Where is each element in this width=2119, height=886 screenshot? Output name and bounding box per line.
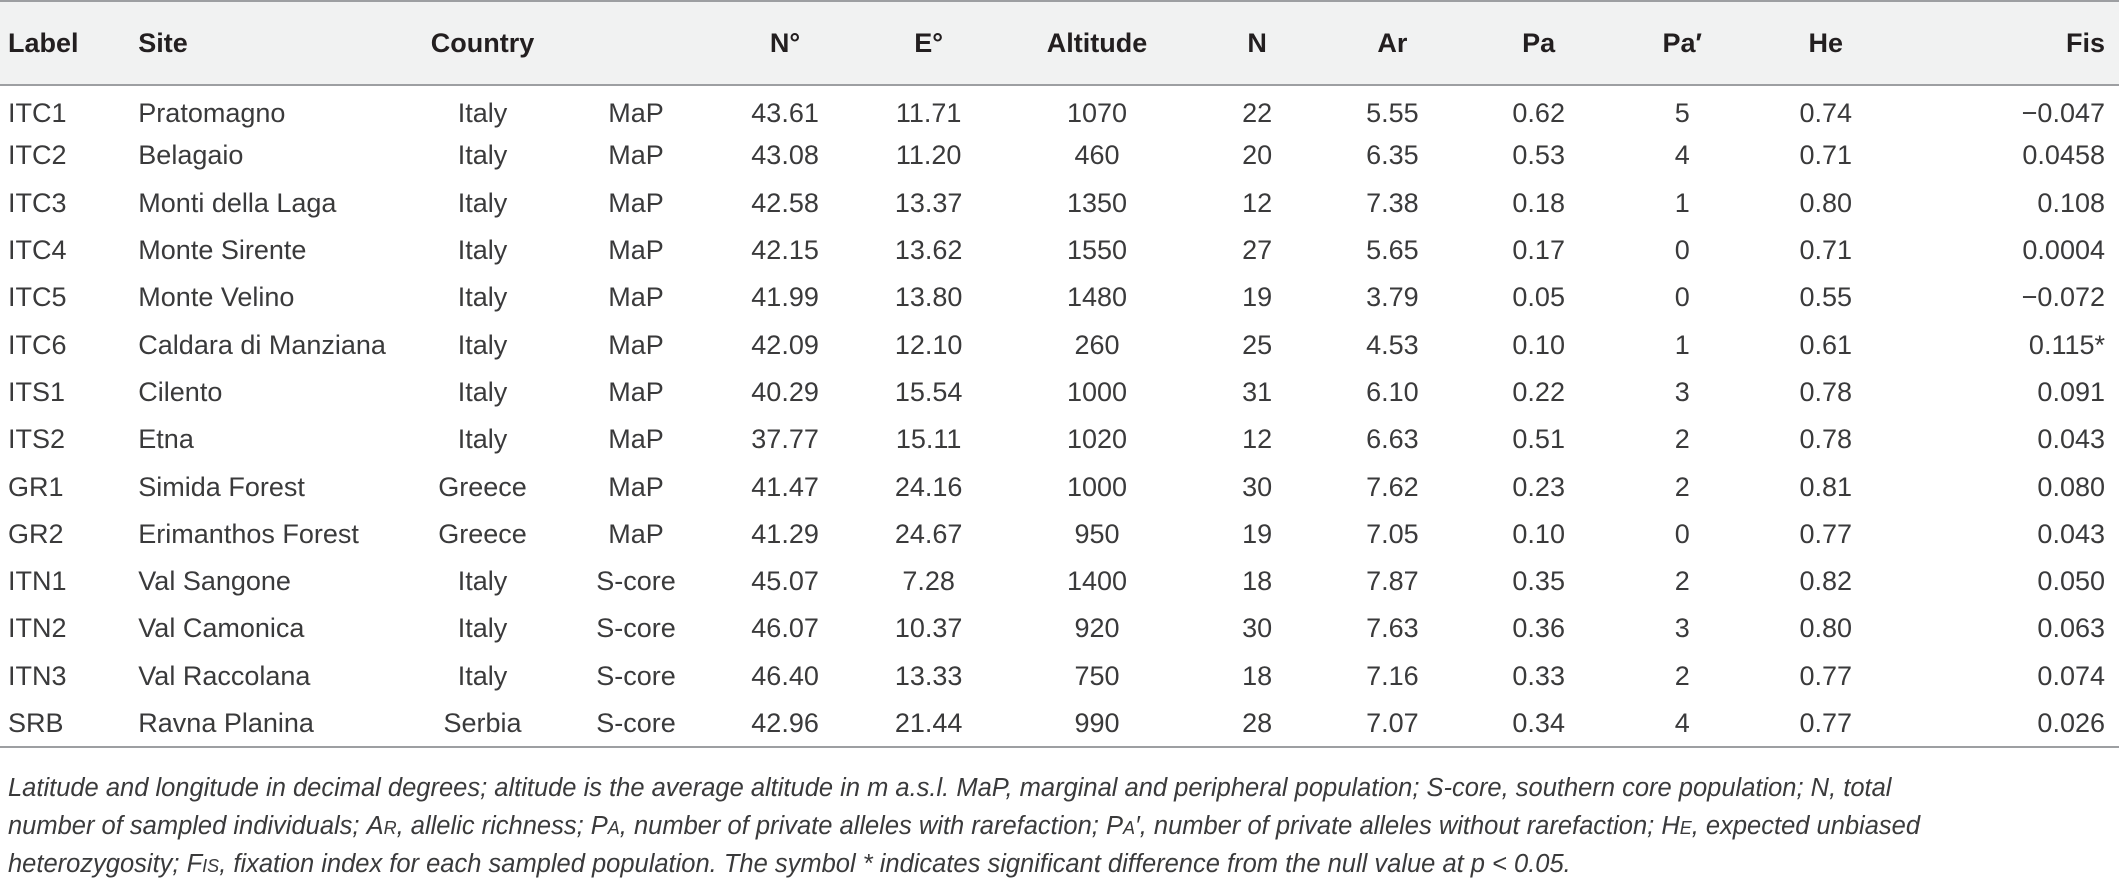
cell-altitude: 1350 (1066, 187, 1128, 218)
cell-altitude: 920 (1074, 613, 1120, 644)
cell-altitude: 1070 (1066, 97, 1128, 128)
cell-pa-prime: 0 (1674, 282, 1690, 313)
cell-site: Pratomagno (138, 97, 286, 128)
table-row (0, 274, 2119, 321)
cell-country: Italy (457, 329, 508, 360)
cell-label: ITC6 (8, 329, 67, 360)
cell-pa-prime: 2 (1674, 424, 1690, 455)
cell-group: MaP (608, 140, 664, 171)
cell-longitude: 11.71 (895, 97, 962, 128)
cell-label: ITC1 (8, 97, 67, 128)
col-header-ar: Ar (1377, 27, 1408, 58)
table-body (0, 85, 2119, 747)
footnote-term-pa: Pa (590, 812, 620, 840)
cell-n: 31 (1242, 376, 1273, 407)
cell-n: 22 (1242, 97, 1273, 128)
cell-group: MaP (608, 518, 664, 549)
table-row (0, 180, 2119, 227)
table-row (0, 321, 2119, 368)
cell-latitude: 40.29 (751, 376, 819, 407)
cell-latitude: 42.15 (751, 235, 819, 266)
cell-pa: 0.51 (1512, 424, 1565, 455)
table-row (0, 463, 2119, 510)
cell-he: 0.78 (1799, 424, 1853, 455)
cell-ar: 7.63 (1366, 613, 1419, 644)
cell-fis: 0.091 (2037, 376, 2105, 407)
cell-label: ITC4 (8, 235, 67, 266)
footnote-term-he: He (1661, 812, 1692, 840)
cell-label: ITC2 (8, 140, 67, 171)
cell-longitude: 15.11 (895, 424, 962, 455)
footnote-line-1: Latitude and longitude in decimal degrees; altitude is the average altitude in m a.s.l. MaP, marginal and peripheral population; S-core, southern core population; N, total (8, 774, 1892, 802)
cell-he: 0.78 (1799, 376, 1853, 407)
cell-country: Greece (438, 471, 527, 502)
cell-group: MaP (608, 97, 664, 128)
cell-altitude: 1000 (1066, 376, 1128, 407)
col-header-he: He (1808, 27, 1844, 58)
col-header-n: N (1247, 27, 1267, 58)
cell-pa-prime: 0 (1674, 518, 1690, 549)
cell-country: Italy (457, 613, 508, 644)
cell-fis: 0.074 (2037, 660, 2105, 691)
cell-he: 0.82 (1799, 566, 1853, 597)
cell-label: ITS2 (8, 424, 66, 455)
footnote-text: , fixation index for each sampled population. The symbol * indicates significant difference from the null value at p < 0.05. (219, 850, 1571, 878)
table-row (0, 558, 2119, 605)
table-row (0, 511, 2119, 558)
cell-latitude: 41.47 (751, 471, 819, 502)
cell-he: 0.71 (1799, 235, 1853, 266)
cell-fis: 0.080 (2037, 471, 2105, 502)
cell-latitude: 43.61 (751, 97, 819, 128)
cell-ar: 6.35 (1366, 140, 1419, 171)
cell-ar: 7.62 (1366, 471, 1419, 502)
cell-latitude: 46.40 (751, 660, 819, 691)
cell-n: 19 (1242, 518, 1273, 549)
cell-n: 30 (1242, 613, 1273, 644)
cell-group: MaP (608, 376, 664, 407)
cell-site: Val Camonica (138, 613, 305, 644)
cell-n: 25 (1242, 329, 1273, 360)
cell-group: MaP (608, 187, 664, 218)
cell-pa: 0.17 (1512, 235, 1565, 266)
cell-ar: 3.79 (1366, 282, 1419, 313)
cell-country: Italy (457, 187, 508, 218)
cell-country: Italy (457, 376, 508, 407)
table-header (0, 1, 2119, 85)
col-header-pa-prime: Pa′ (1662, 27, 1702, 58)
cell-longitude: 24.16 (894, 471, 963, 502)
cell-pa-prime: 2 (1674, 471, 1690, 502)
cell-group: MaP (608, 471, 664, 502)
cell-ar: 7.38 (1366, 187, 1419, 218)
cell-group: S-core (596, 566, 676, 597)
table-row (0, 416, 2119, 463)
cell-country: Italy (457, 97, 508, 128)
cell-he: 0.77 (1799, 707, 1853, 738)
col-header-group (559, 1, 714, 85)
cell-group: MaP (608, 282, 664, 313)
cell-site: Caldara di Manziana (138, 329, 386, 360)
cell-pa: 0.10 (1512, 518, 1565, 549)
cell-country: Italy (457, 282, 508, 313)
cell-altitude: 460 (1074, 140, 1120, 171)
cell-he: 0.80 (1799, 613, 1853, 644)
cell-pa: 0.62 (1512, 97, 1565, 128)
cell-pa: 0.33 (1512, 660, 1565, 691)
cell-he: 0.61 (1799, 329, 1853, 360)
footnote-term-fis: Fis (186, 850, 220, 878)
cell-he: 0.77 (1799, 660, 1853, 691)
cell-pa-prime: 2 (1674, 566, 1690, 597)
cell-pa: 0.36 (1512, 613, 1565, 644)
cell-ar: 5.55 (1366, 97, 1419, 128)
col-header-latitude: N° (769, 27, 801, 58)
cell-pa-prime: 3 (1674, 376, 1690, 407)
table-row (0, 605, 2119, 652)
cell-site: Etna (138, 424, 194, 455)
footnote-text: heterozygosity; (8, 850, 187, 878)
cell-country: Italy (457, 235, 508, 266)
cell-ar: 4.53 (1366, 329, 1419, 360)
cell-longitude: 21.44 (894, 707, 963, 738)
cell-label: ITN1 (8, 566, 67, 597)
cell-altitude: 1550 (1066, 235, 1128, 266)
cell-pa-prime: 3 (1674, 613, 1690, 644)
col-header-pa: Pa (1522, 27, 1556, 58)
cell-fis: −0.047 (2021, 97, 2105, 128)
cell-label: ITC3 (8, 187, 67, 218)
col-header-fis: Fis (2065, 27, 2105, 58)
cell-site: Belagaio (138, 140, 244, 171)
table-row (0, 132, 2119, 179)
cell-site: Monti della Laga (138, 187, 337, 218)
cell-site: Val Sangone (138, 566, 291, 597)
cell-longitude: 11.20 (895, 140, 962, 171)
cell-country: Italy (457, 424, 508, 455)
cell-longitude: 13.37 (894, 187, 963, 218)
cell-pa-prime: 2 (1674, 660, 1690, 691)
cell-n: 20 (1242, 140, 1273, 171)
cell-latitude: 43.08 (751, 140, 819, 171)
footnote-line-2 (8, 807, 2108, 845)
cell-altitude: 260 (1074, 329, 1120, 360)
cell-fis: 0.108 (2037, 187, 2105, 218)
cell-n: 19 (1242, 282, 1273, 313)
cell-label: GR2 (8, 518, 64, 549)
cell-longitude: 13.80 (894, 282, 963, 313)
cell-group: MaP (608, 235, 664, 266)
cell-site: Monte Sirente (138, 235, 307, 266)
cell-country: Italy (457, 566, 508, 597)
footnote-line-3 (8, 845, 2108, 883)
header-row (0, 1, 2119, 85)
col-header-country: Country (430, 27, 535, 58)
cell-altitude: 1000 (1066, 471, 1128, 502)
cell-he: 0.81 (1799, 471, 1853, 502)
cell-ar: 7.07 (1366, 707, 1419, 738)
cell-label: SRB (8, 707, 64, 738)
cell-site: Erimanthos Forest (138, 518, 359, 549)
cell-country: Italy (457, 140, 508, 171)
cell-he: 0.77 (1799, 518, 1853, 549)
cell-fis: 0.115* (2028, 329, 2105, 360)
footnote-term-pa-prime: Pa′ (1105, 812, 1140, 840)
cell-pa-prime: 4 (1674, 707, 1690, 738)
cell-altitude: 1020 (1066, 424, 1128, 455)
cell-label: ITN3 (8, 660, 67, 691)
cell-latitude: 42.58 (751, 187, 819, 218)
cell-longitude: 15.54 (894, 376, 963, 407)
cell-country: Italy (457, 660, 508, 691)
cell-site: Val Raccolana (138, 660, 311, 691)
cell-group: S-core (596, 613, 676, 644)
col-header-site: Site (138, 27, 188, 58)
cell-fis: 0.026 (2037, 707, 2105, 738)
cell-group: MaP (608, 424, 664, 455)
footnote-text: , number of private alleles with rarefaction; (619, 812, 1106, 840)
cell-pa: 0.53 (1512, 140, 1565, 171)
footnote-term-ar: Ar (366, 812, 397, 840)
cell-longitude: 10.37 (894, 613, 963, 644)
cell-altitude: 750 (1074, 660, 1120, 691)
cell-label: ITS1 (8, 376, 66, 407)
cell-n: 18 (1242, 566, 1273, 597)
cell-fis: 0.043 (2037, 424, 2105, 455)
cell-fis: 0.0458 (2022, 140, 2105, 171)
cell-latitude: 41.29 (751, 518, 819, 549)
cell-ar: 6.10 (1366, 376, 1419, 407)
cell-he: 0.74 (1799, 97, 1853, 128)
cell-latitude: 41.99 (751, 282, 819, 313)
cell-longitude: 13.62 (894, 235, 963, 266)
cell-pa: 0.34 (1512, 707, 1565, 738)
footnote-text: , allelic richness; (396, 812, 591, 840)
cell-pa: 0.23 (1512, 471, 1565, 502)
cell-altitude: 950 (1074, 518, 1120, 549)
cell-altitude: 990 (1074, 707, 1120, 738)
cell-site: Cilento (138, 376, 223, 407)
cell-pa-prime: 1 (1674, 329, 1690, 360)
col-header-label: Label (8, 27, 79, 58)
cell-latitude: 45.07 (751, 566, 819, 597)
cell-n: 28 (1242, 707, 1273, 738)
col-header-longitude: E° (914, 27, 944, 58)
cell-pa: 0.35 (1512, 566, 1565, 597)
cell-group: S-core (596, 660, 676, 691)
cell-he: 0.71 (1799, 140, 1853, 171)
cell-group: S-core (596, 707, 676, 738)
cell-ar: 7.16 (1366, 660, 1419, 691)
table-footnote (8, 769, 2108, 883)
cell-he: 0.55 (1799, 282, 1853, 313)
cell-pa-prime: 1 (1674, 187, 1690, 218)
cell-n: 18 (1242, 660, 1273, 691)
cell-fis: 0.043 (2037, 518, 2105, 549)
table-row (0, 369, 2119, 416)
cell-pa-prime: 5 (1674, 97, 1690, 128)
cell-fis: 0.0004 (2022, 235, 2105, 266)
cell-altitude: 1400 (1066, 566, 1128, 597)
cell-pa: 0.05 (1512, 282, 1565, 313)
footnote-text: , number of private alleles without rarefaction; (1139, 812, 1662, 840)
cell-label: ITC5 (8, 282, 67, 313)
cell-pa-prime: 0 (1674, 235, 1690, 266)
cell-latitude: 37.77 (751, 424, 819, 455)
cell-latitude: 42.96 (751, 707, 819, 738)
cell-ar: 5.65 (1366, 235, 1419, 266)
cell-label: GR1 (8, 471, 64, 502)
cell-n: 27 (1242, 235, 1273, 266)
cell-latitude: 42.09 (751, 329, 819, 360)
cell-country: Serbia (443, 707, 522, 738)
col-header-altitude: Altitude (1046, 27, 1148, 58)
cell-n: 30 (1242, 471, 1273, 502)
cell-site: Simida Forest (138, 471, 305, 502)
cell-group: MaP (608, 329, 664, 360)
cell-label: ITN2 (8, 613, 67, 644)
footnote-text: number of sampled individuals; (8, 812, 367, 840)
cell-pa: 0.10 (1512, 329, 1565, 360)
cell-site: Monte Velino (138, 282, 295, 313)
table-row (0, 700, 2119, 747)
table-row (0, 227, 2119, 274)
cell-longitude: 12.10 (894, 329, 963, 360)
table-row (0, 653, 2119, 700)
cell-n: 12 (1242, 187, 1273, 218)
cell-latitude: 46.07 (751, 613, 819, 644)
cell-fis: 0.063 (2037, 613, 2105, 644)
cell-pa: 0.18 (1512, 187, 1565, 218)
cell-longitude: 13.33 (894, 660, 963, 691)
cell-he: 0.80 (1799, 187, 1853, 218)
cell-ar: 7.87 (1366, 566, 1419, 597)
table-row (0, 85, 2119, 132)
cell-longitude: 24.67 (894, 518, 963, 549)
cell-country: Greece (438, 518, 527, 549)
cell-pa: 0.22 (1512, 376, 1565, 407)
cell-n: 12 (1242, 424, 1273, 455)
cell-site: Ravna Planina (138, 707, 314, 738)
cell-ar: 7.05 (1366, 518, 1419, 549)
cell-ar: 6.63 (1366, 424, 1419, 455)
cell-altitude: 1480 (1066, 282, 1128, 313)
cell-longitude: 7.28 (902, 566, 955, 597)
cell-fis: 0.050 (2037, 566, 2105, 597)
cell-fis: −0.072 (2021, 282, 2105, 313)
cell-pa-prime: 4 (1674, 140, 1690, 171)
footnote-text: , expected unbiased (1691, 812, 1921, 840)
